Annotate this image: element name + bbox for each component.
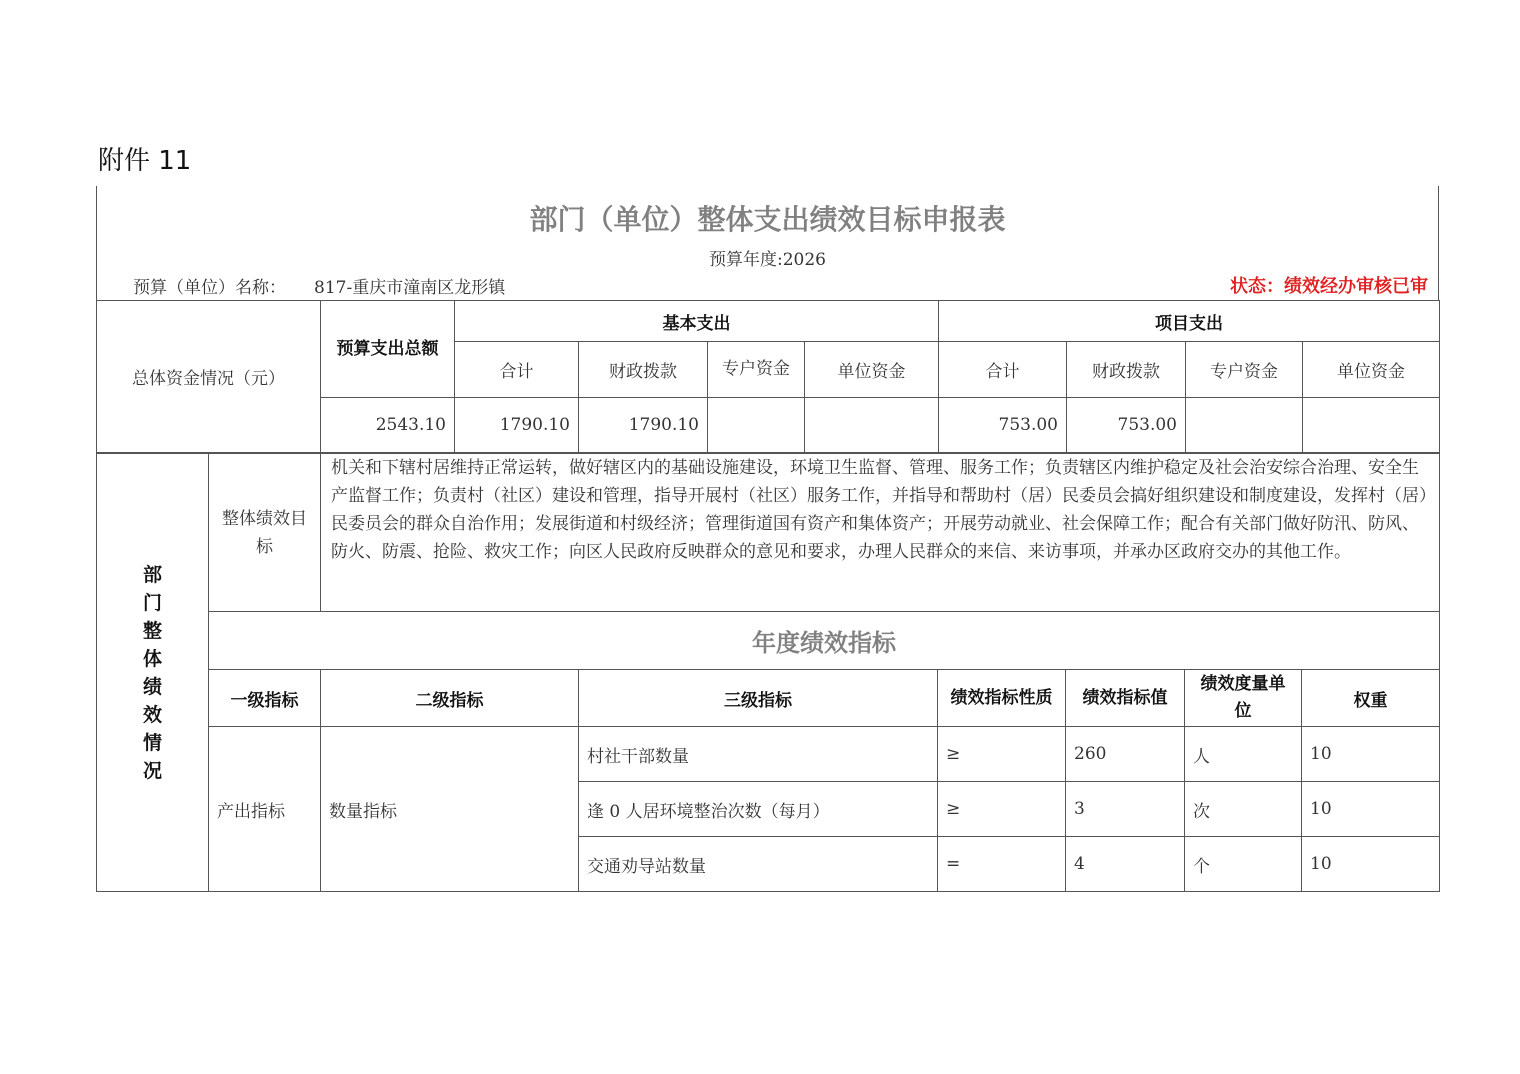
basic-unit-value	[805, 398, 939, 453]
annual-indicator-title: 年度绩效指标	[209, 612, 1440, 670]
level2-cell: 数量指标	[321, 727, 579, 892]
indicator-weight: 10	[1302, 837, 1440, 892]
basic-fiscal-header: 财政拨款	[579, 342, 708, 398]
project-unit-header: 单位资金	[1303, 342, 1440, 398]
total-header: 预算支出总额	[321, 301, 455, 398]
funds-row-label: 总体资金情况（元）	[97, 301, 321, 453]
level3-header: 三级指标	[579, 670, 938, 727]
report-form	[96, 186, 1439, 892]
indicator-value: 4	[1066, 837, 1185, 892]
basic-sum-value: 1790.10	[455, 398, 579, 453]
level1-header: 一级指标	[209, 670, 321, 727]
total-value: 2543.10	[321, 398, 455, 453]
indicator-unit: 人	[1185, 727, 1302, 782]
level1-cell: 产出指标	[209, 727, 321, 892]
basic-unit-header: 单位资金	[805, 342, 939, 398]
indicator-unit: 个	[1185, 837, 1302, 892]
performance-side-label: 部 门 整 体 绩 效 情 况	[97, 454, 209, 892]
weight-header: 权重	[1302, 670, 1440, 727]
form-title: 部门（单位）整体支出绩效目标申报表	[529, 203, 1006, 236]
level2-header: 二级指标	[321, 670, 579, 727]
indicator-name: 逢 0 人居环境整治次数（每月）	[579, 782, 938, 837]
form-header	[96, 186, 1439, 300]
basic-special-value	[708, 398, 805, 453]
indicator-name: 交通劝导站数量	[579, 837, 938, 892]
basic-sum-header: 合计	[455, 342, 579, 398]
budget-year: 预算年度:2026	[709, 250, 826, 270]
basic-header: 基本支出	[455, 301, 939, 342]
project-fiscal-header: 财政拨款	[1067, 342, 1186, 398]
status-text: 状态：绩效经办审核已审	[1230, 276, 1428, 297]
indicator-nature: ≥	[938, 782, 1066, 837]
goal-text: 机关和下辖村居维持正常运转，做好辖区内的基础设施建设，环境卫生监督、管理、服务工作；负责辖区内维护稳定及社会治安综合治理、安全生产监督工作；负责村（社区）建设和管理，指导开展村（社区）服务工作，并指导和帮助村（居）民委员会搞好组织建设和制度建设，发挥村（居）民委员会的群众自治作用；发展街道和村级经济；管理街道国有资产和集体资产；开展劳动就业、社会保障工作；配合有关部门做好防汛、防风、防火、防震、抢险、救灾工作；向区人民政府反映群众的意见和要求，办理人民群众的来信、来访事项，并承办区政府交办的其他工作。	[321, 454, 1440, 612]
project-sum-header: 合计	[939, 342, 1067, 398]
project-special-value	[1186, 398, 1303, 453]
nature-header: 绩效指标性质	[938, 670, 1066, 727]
table-row	[97, 727, 1440, 782]
indicator-nature: =	[938, 837, 1066, 892]
performance-table	[96, 453, 1440, 892]
indicator-name: 村社干部数量	[579, 727, 938, 782]
indicator-nature: ≥	[938, 727, 1066, 782]
indicator-unit: 次	[1185, 782, 1302, 837]
indicator-weight: 10	[1302, 782, 1440, 837]
unit-header: 绩效度量单位	[1185, 670, 1302, 727]
value-header: 绩效指标值	[1066, 670, 1185, 727]
basic-fiscal-value: 1790.10	[579, 398, 708, 453]
indicator-value: 3	[1066, 782, 1185, 837]
project-unit-value	[1303, 398, 1440, 453]
unit-info	[133, 273, 505, 298]
project-sum-value: 753.00	[939, 398, 1067, 453]
unit-label: 预算（单位）名称：	[133, 278, 286, 298]
attachment-label: 附件 11	[98, 146, 192, 176]
indicator-value: 260	[1066, 727, 1185, 782]
project-header: 项目支出	[939, 301, 1440, 342]
basic-special-header: 专户资金	[708, 342, 805, 398]
project-fiscal-value: 753.00	[1067, 398, 1186, 453]
unit-name: 817-重庆市潼南区龙形镇	[314, 278, 506, 298]
goal-label: 整体绩效目标	[209, 454, 321, 612]
indicator-weight: 10	[1302, 727, 1440, 782]
funds-table	[96, 300, 1440, 453]
project-special-header: 专户资金	[1186, 342, 1303, 398]
